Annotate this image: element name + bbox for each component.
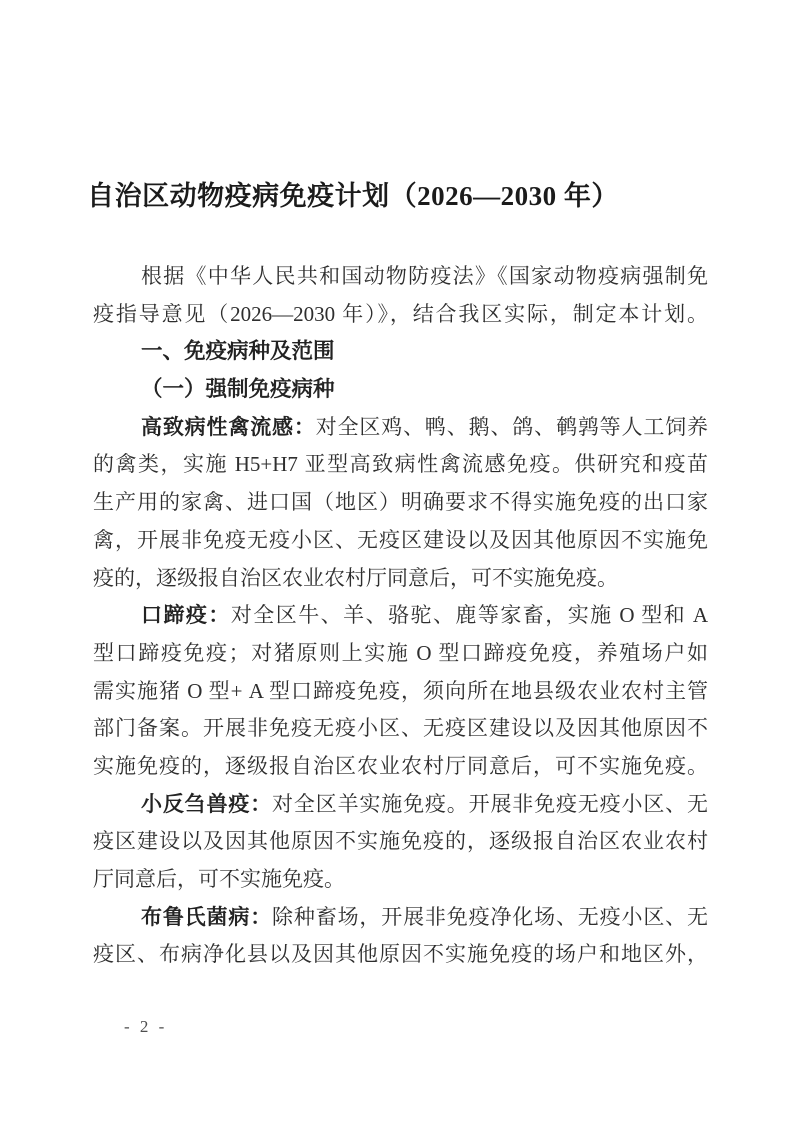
text-line: 小反刍兽疫：对全区羊实施免疫。开展非免疫无疫小区、无 (141, 791, 709, 816)
text-line: 疫的，逐级报自治区农业农村厅同意后，可不实施免疫。 (93, 565, 618, 590)
text-line: 生产用的家禽、进口国（地区）明确要求不得实施免疫的出口家 (93, 490, 708, 515)
text-line: 口蹄疫：对全区牛、羊、骆驼、鹿等家畜，实施 O 型和 A (141, 603, 708, 628)
paragraph-lead: 高致病性禽流感： (141, 415, 316, 439)
page-number: - 2 - (124, 1017, 168, 1037)
document-title: 自治区动物疫病免疫计划（2026—2030 年） (87, 181, 619, 211)
section-heading: 一、免疫病种及范围 (141, 339, 335, 364)
sub-heading: （一）强制免疫病种 (141, 377, 335, 402)
text-line: 的禽类，实施 H5+H7 亚型高致病性禽流感免疫。供研究和疫苗 (93, 452, 708, 477)
document-lines (0, 258, 793, 974)
text-line: 疫区、布病净化县以及因其他原因不实施免疫的场户和地区外， (93, 942, 708, 967)
text-line: 疫区建设以及因其他原因不实施免疫的，逐级报自治区农业农村 (93, 829, 708, 854)
text-line: 布鲁氏菌病：除种畜场，开展非免疫净化场、无疫小区、无 (141, 904, 709, 929)
text-line: 厅同意后，可不实施免疫。 (93, 867, 345, 891)
paragraph-lead: 布鲁氏菌病： (141, 905, 273, 929)
text-line: 根据《中华人民共和国动物防疫法》《国家动物疫病强制免 (141, 264, 708, 288)
text-line: 实施免疫的，逐级报自治区农业农村厅同意后，可不实施免疫。 (93, 753, 708, 778)
text-line: 禽，开展非免疫无疫小区、无疫区建设以及因其他原因不实施免 (93, 527, 708, 552)
text-line: 部门备案。开展非免疫无疫小区、无疫区建设以及因其他原因不 (93, 716, 708, 741)
text-line: 型口蹄疫免疫；对猪原则上实施 O 型口蹄疫免疫，养殖场户如 (93, 640, 708, 665)
paragraph-lead: 小反刍兽疫： (141, 792, 273, 816)
text-line: 高致病性禽流感：对全区鸡、鸭、鹅、鸽、鹌鹑等人工饲养 (141, 414, 709, 439)
text-line: 疫指导意见（2026—2030 年）》，结合我区实际，制定本计划。 (93, 301, 708, 326)
text-line: 需实施猪 O 型+ A 型口蹄疫免疫，须向所在地县级农业农村主管 (93, 678, 708, 703)
paragraph-lead: 口蹄疫： (141, 604, 231, 628)
